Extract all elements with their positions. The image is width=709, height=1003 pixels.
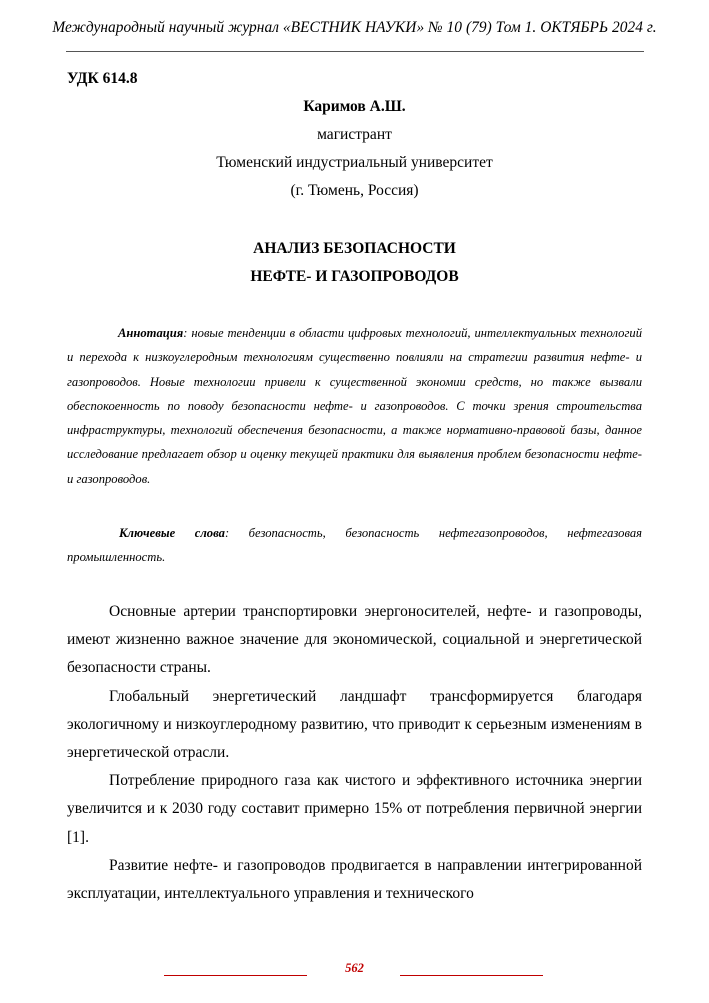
body-paragraph-2: Глобальный энергетический ландшафт трансформируется благодаря экологичному и низкоуглеродному развитию, что приводит к серьезным изменениям в энергетической отрасли.: [67, 687, 642, 762]
header-divider: [66, 51, 644, 52]
author-position: магистрант: [317, 126, 392, 143]
abstract-text: : новые тенденции в области цифровых технологий, интеллектуальных технологий и перехода к низкоуглеродным технологиям существенно повлияли на стратегии развития нефте- и газопроводов. Новые технологии привели к существенной экономии средств, но также вызвали обеспокоенность по поводу безопасности нефте- и газопроводов. С точки зрения строительства инфраструктуры, технологий обеспечения безопасности, а также нормативно-правовой базы, данное исследование предлагает обзор и оценку текущей практики для выявления проблем безопасности нефте- и газопроводов.: [67, 326, 642, 486]
article-title-line-1: АНАЛИЗ БЕЗОПАСНОСТИ: [253, 240, 456, 257]
author-city: (г. Тюмень, Россия): [290, 182, 419, 199]
body-paragraph-4: Развитие нефте- и газопроводов продвигается в направлении интегрированной эксплуатации, интеллектуального управления и технического: [67, 856, 642, 903]
abstract-label: Аннотация: [118, 326, 184, 340]
keywords: [67, 521, 642, 570]
author-name: Каримов А.Ш.: [303, 98, 406, 115]
body-paragraph-1: Основные артерии транспортировки энергоносителей, нефте- и газопроводы, имеют жизненно важное значение для экономической, социальной и энергетической безопасности страны.: [67, 603, 642, 677]
body-paragraph-3: Потребление природного газа как чистого и эффективного источника энергии увеличится и к 2030 году составит примерно 15% от потребления первичной энергии [1].: [67, 772, 642, 846]
keywords-text: : безопасность, безопасность нефтегазопроводов, нефтегазовая промышленность.: [67, 526, 642, 565]
keywords-label: Ключевые слова: [119, 526, 225, 540]
footer-rule-right: [400, 975, 543, 976]
abstract: [67, 321, 642, 491]
page-number: 562: [345, 961, 364, 975]
article-title-line-2: НЕФТЕ- И ГАЗОПРОВОДОВ: [250, 268, 459, 285]
author-university: Тюменский индустриальный университет: [216, 154, 493, 171]
article-body: [67, 598, 642, 908]
udc-code: УДК 614.8: [67, 70, 138, 87]
journal-header: Международный научный журнал «ВЕСТНИК НАУКИ» № 10 (79) Том 1. ОКТЯБРЬ 2024 г.: [52, 19, 657, 36]
